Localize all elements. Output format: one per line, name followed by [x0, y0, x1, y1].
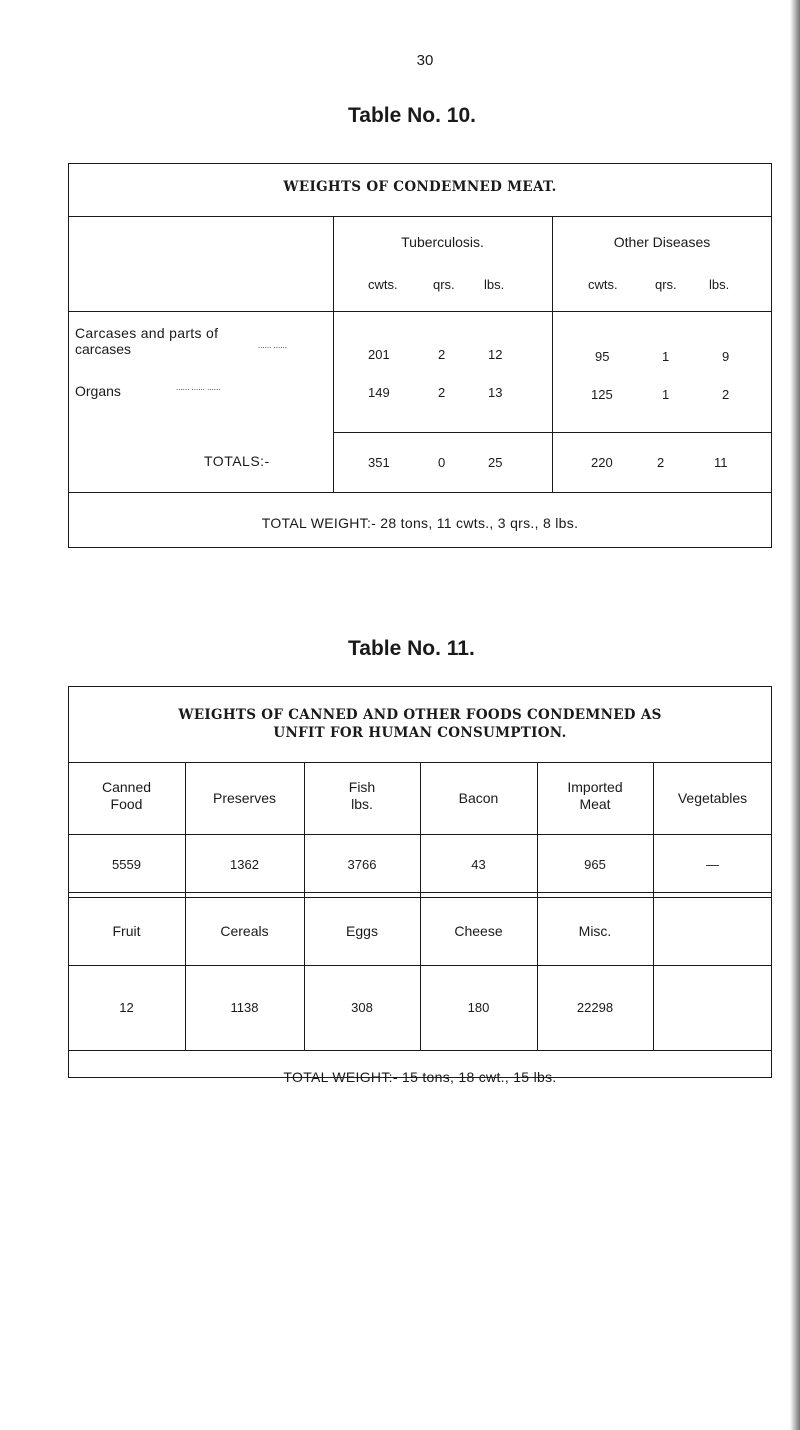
col-header-fruit: Fruit — [112, 923, 141, 939]
tuberculosis-header: Tuberculosis. — [401, 234, 484, 250]
cell: 12 — [119, 1000, 134, 1015]
cell: 2 — [657, 455, 665, 470]
cell: 3766 — [347, 857, 377, 872]
table10-heading: WEIGHTS OF CONDEMNED MEAT. — [283, 179, 557, 195]
row-label: Carcases and parts of — [75, 325, 219, 341]
cell: 308 — [351, 1000, 373, 1015]
cell: 125 — [591, 387, 613, 402]
cell: 11 — [714, 455, 728, 470]
cell: 351 — [368, 455, 390, 470]
unit-cwts: cwts. — [588, 277, 618, 292]
cell: 1362 — [230, 857, 259, 872]
cell: — — [706, 857, 719, 872]
col-header-preserves: Preserves — [212, 790, 277, 806]
table10-rule — [68, 311, 772, 312]
unit-lbs: lbs. — [484, 277, 505, 292]
other-diseases-header: Other Diseases — [613, 234, 711, 250]
table10-title: Table No. 10. — [348, 104, 476, 127]
cell: 95 — [595, 349, 610, 364]
col-header-fish: Fish lbs. — [348, 779, 376, 812]
cell: 0 — [438, 455, 446, 470]
cell: 2 — [438, 347, 446, 362]
cell: 25 — [488, 455, 503, 470]
col-header-bacon: Bacon — [458, 790, 499, 806]
cell: 22298 — [576, 1000, 614, 1015]
col-header-canned-food: Canned Food — [101, 779, 152, 812]
table11-title: Table No. 11. — [348, 637, 475, 660]
cell: 220 — [591, 455, 613, 470]
cell: 180 — [467, 1000, 490, 1015]
cell: 965 — [584, 857, 606, 872]
col-header-imported-meat: Imported Meat — [567, 779, 623, 812]
table10-rule — [68, 216, 772, 217]
unit-lbs: lbs. — [709, 277, 730, 292]
unit-qrs: qrs. — [433, 277, 455, 292]
dot-leader: ...... ...... — [258, 341, 287, 350]
col-header-eggs: Eggs — [346, 923, 378, 939]
unit-cwts: cwts. — [368, 277, 398, 292]
col-header-cheese: Cheese — [454, 923, 503, 939]
table10-divider — [333, 216, 334, 492]
row-label: carcases — [75, 341, 132, 357]
cell: 149 — [368, 385, 390, 400]
table11-heading-line2: UNFIT FOR HUMAN CONSUMPTION. — [273, 725, 567, 741]
cell: 1 — [662, 349, 670, 364]
table10-divider — [552, 216, 553, 492]
cell: 9 — [722, 349, 730, 364]
table10-rule — [68, 492, 772, 493]
cell: 5559 — [112, 857, 141, 872]
cell: 2 — [722, 387, 730, 402]
cell: 201 — [368, 347, 390, 362]
table11-rule — [68, 1050, 772, 1051]
table10-total-weight: TOTAL WEIGHT:- 28 tons, 11 cwts., 3 qrs., 8 lbs. — [261, 515, 579, 531]
col-header-cereals: Cereals — [220, 923, 269, 939]
dot-leader: ...... ...... ...... — [176, 383, 221, 392]
table11-heading-line1: WEIGHTS OF CANNED AND OTHER FOODS CONDEMNED AS — [178, 707, 662, 723]
page-edge-shadow — [790, 0, 800, 1430]
col-header-vegetables: Vegetables — [677, 790, 748, 806]
totals-label: TOTALS:- — [204, 453, 270, 469]
page-number: 30 — [416, 52, 434, 69]
cell: 1138 — [230, 1000, 259, 1015]
col-header-misc: Misc. — [578, 923, 612, 939]
table11-total-weight: TOTAL WEIGHT:- 15 tons, 18 cwt., 15 lbs. — [283, 1069, 557, 1085]
row-label: Organs — [75, 383, 121, 399]
cell: 12 — [488, 347, 503, 362]
cell: 1 — [662, 387, 670, 402]
cell: 43 — [471, 857, 486, 872]
cell: 2 — [438, 385, 446, 400]
cell: 13 — [488, 385, 503, 400]
unit-qrs: qrs. — [655, 277, 677, 292]
